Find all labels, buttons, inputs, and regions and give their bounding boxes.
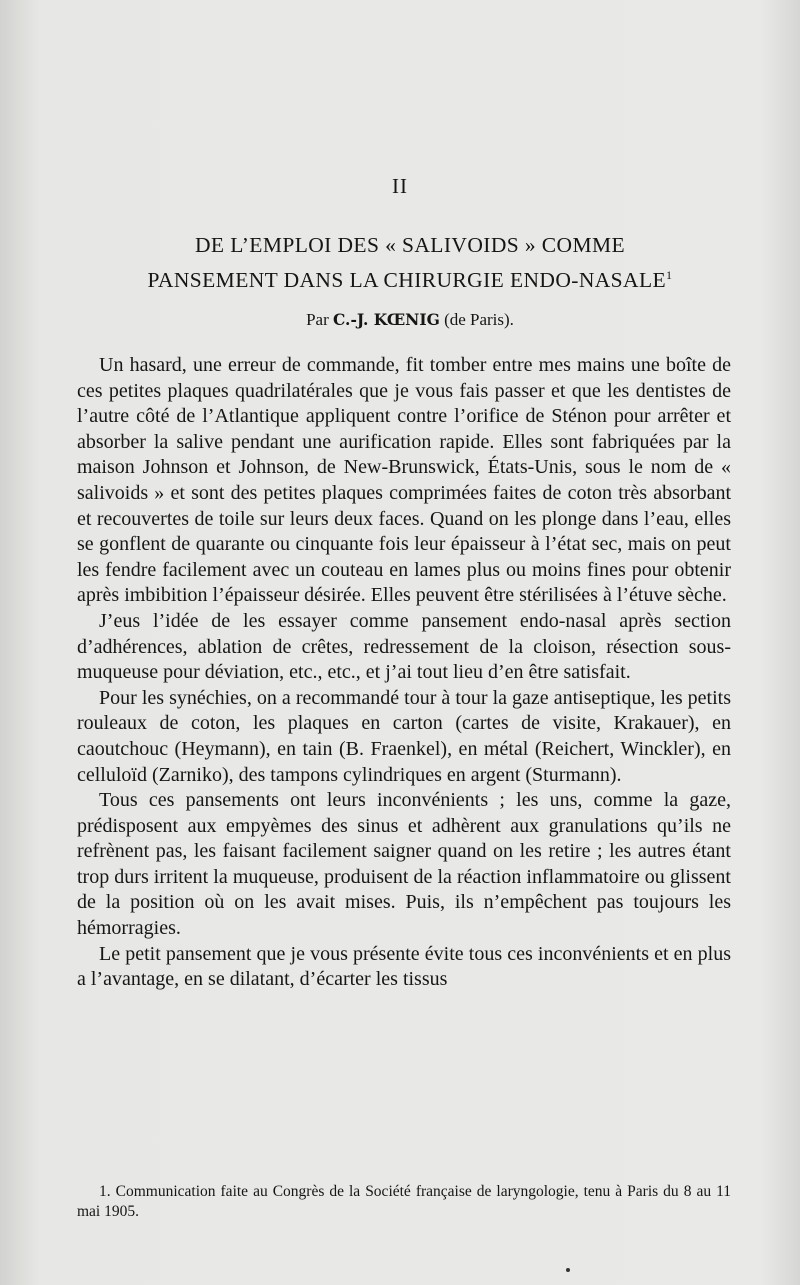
footnote: [77, 1182, 731, 1222]
chapter-number: II: [392, 174, 408, 198]
article-title: [70, 230, 750, 295]
title-line-1: DE L’EMPLOI DES « SALIVOIDS » COMME: [194, 233, 626, 257]
footnote-body: Communication faite au Congrès de la Société française de laryngologie, tenu à Paris du 8 au 11 mai 1905.: [77, 1183, 732, 1220]
author-prefix: Par: [306, 310, 329, 329]
footnote-marker: 1.: [99, 1183, 111, 1200]
paragraph: J’eus l’idée de les essayer comme pansement endo-nasal après section d’adhérences, ablation de crêtes, redressement de la cloison, résection sous-muqueuse pour déviation, etc., etc., et j’ai tout lieu d’en être satisfait.: [77, 609, 731, 684]
print-speck: [566, 1268, 570, 1272]
paragraph: Un hasard, une erreur de commande, fit tomber entre mes mains une boîte de ces petites plaques quadrilatérales que je vous fais passer et que les dentistes de l’autre côté de l’Atlantique appliquent contre l’orifice de Sténon pour arrêter et absorber la salive pendant une aurification rapide. Elles sont fabriquées par la maison Johnson et Johnson, de New-Brunswick, États-Unis, sous le nom de « salivoids » et sont des petites plaques comprimées faites de coton très absorbant et recouvertes de toile sur leurs deux faces. Quand on les plonge dans l’eau, elles se gonflent de quarante ou cinquante fois leur épaisseur à l’état sec, mais on peut les fendre facilement avec un couteau en lames plus ou moins fines pour obtenir après imbibition l’épaisseur désirée. Elles peuvent être stérilisées à l’étuve sèche.: [77, 354, 731, 607]
paragraph: Le petit pansement que je vous présente évite tous ces inconvénients et en plus a l’avantage, en se dilatant, d’écarter les tissus: [77, 942, 731, 991]
title-line-2: [70, 260, 750, 295]
author-line: [70, 310, 750, 330]
body-text: [77, 353, 731, 993]
paragraph: Pour les synéchies, on a recommandé tour à tour la gaze antiseptique, les petits rouleaux de coton, les plaques en carton (cartes de visite, Krakauer), en caoutchouc (Heymann), en tain (B. Fraenkel), en métal (Reichert, Winckler), en celluloïd (Zarniko), des tampons cylindriques en argent (Sturmann).: [77, 686, 731, 786]
title-line-2-text: PANSEMENT DANS LA CHIRURGIE ENDO-NASALE: [147, 268, 667, 292]
paragraph: Tous ces pansements ont leurs inconvénients ; les uns, comme la gaze, prédisposent aux empyèmes des sinus et adhèrent aux granulations qu’ils ne refrènent pas, les faisant facilement saigner quand on les retire ; les autres étant trop durs irritent la muqueuse, produisent de la réaction inflammatoire ou glissent de la position où on les avait mises. Puis, ils n’empêchent pas toujours les hémorragies.: [77, 789, 731, 940]
author-location: (de Paris).: [444, 310, 514, 329]
author-name: C.-J. KŒNIG: [332, 310, 440, 329]
footnote-text: [77, 1182, 731, 1222]
footnote-reference: 1: [666, 268, 673, 282]
